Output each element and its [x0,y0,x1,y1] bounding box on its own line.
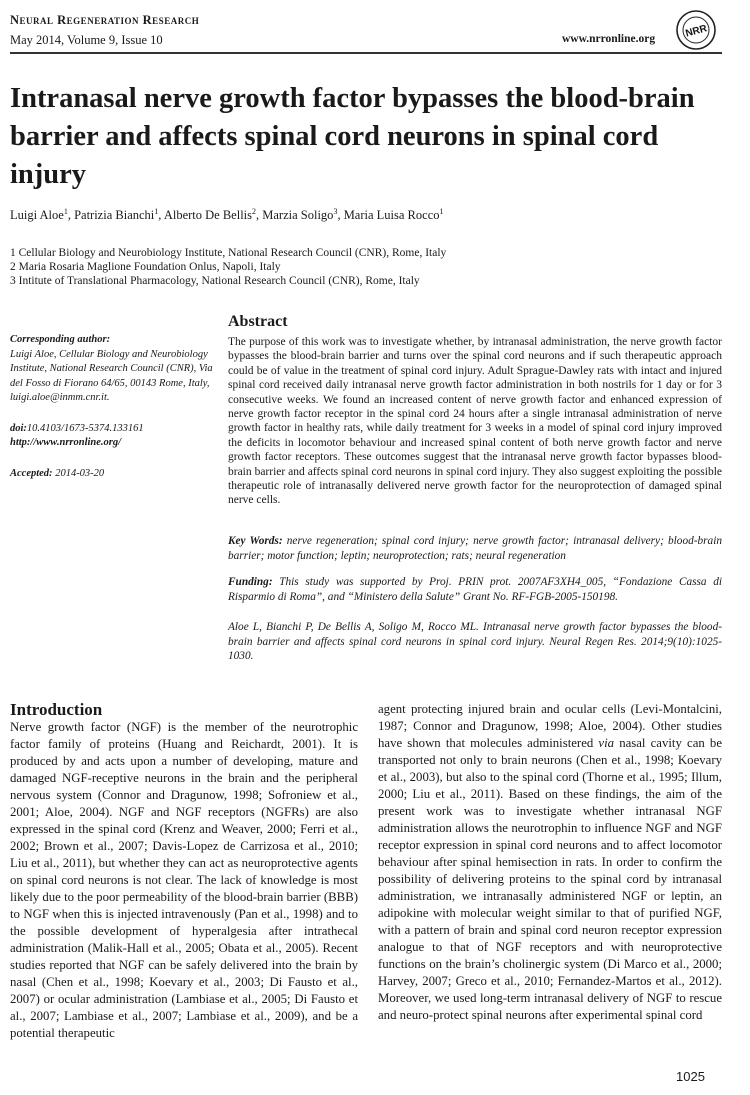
author-list: Luigi Aloe$^1$, Patrizia Bianchi$^1$, Alberto De Bellis$^2$, Marzia Soligo$^3$, Maria Luisa Rocco$^1$ [10,207,444,223]
author-affil: 1 [439,207,444,216]
journal-site-link[interactable]: http://www.nrronline.org/ [10,437,122,448]
doi-label: doi: [10,422,27,434]
paragraph-text: nasal cavity can be transported not only to brain neurons (Chen et al., 1998; Koevary et al., 2003), but also to the spinal cord (Thorne et al., 1995; Illum, 2000; Liu et al., 2011). Based on these findings, the aim of the present work was to investigate whether intranasal NGF administration allows the neurotrophin to influence NGF and NGF receptor expression in spinal cord neurons and to affect locomotor behaviour after spinal hemisection in rats. In order to confirm the possibility of delivering proteins to the spinal cord by intranasal administration, we intranasally administered NGF or leptin, an adipokine with molecular weight similar to that of purified NGF, with a pattern of brain and spinal cord neuron receptor expression analogue to that of NGF receptors and with neuroprotective functions on the brain’s cholinergic system (Di Marco et al., 2000; Harvey, 2007; Greco et al., 2010; Fernandez-Martos et al., 2012). Moreover, we used long-term intranasal delivery of NGF to rescue and neuro-protect spinal neurons after experimental spinal cord [378,736,722,1022]
author-affil: 3 [333,207,338,216]
affiliation: 2 Maria Rosaria Maglione Foundation Onlus, Napoli, Italy [10,261,281,273]
keywords-block [228,534,722,564]
issue-line: May 2014, Volume 9, Issue 10 [10,33,163,47]
funding-text: This study was supported by Proj. PRIN prot. 2007AF3XH4_005, “Fondazione Cassa di Risparmio di Roma”, and “Ministero della Salute” Grant No. RF-FGB-2005-150198. [228,576,722,603]
author-name: Alberto De Bellis [163,208,253,223]
accepted-date: 2014-03-20 [55,467,105,479]
funding-label: Funding: [228,576,273,588]
page-number: 1025 [676,1069,705,1084]
author-name: Marzia Soligo [262,208,334,223]
italic-term: via [598,736,615,750]
journal-logo-icon [672,8,720,52]
article-title: Intranasal nerve growth factor bypasses the blood-brain barrier and affects spinal cord neurons in spinal cord injury [10,83,695,190]
affiliation: 1 Cellular Biology and Neurobiology Institute, National Research Council (CNR), Rome, Italy [10,247,447,259]
keywords-text: nerve regeneration; spinal cord injury; nerve growth factor; intranasal delivery; blood-brain barrier; motor function; leptin; neuroprotection; rats; neural regeneration [228,535,722,562]
keywords-label: Key Words: [228,535,283,547]
logo-text: NRR [684,23,709,40]
corresponding-author-text: Luigi Aloe, Cellular Biology and Neurobiology Institute, National Research Council (CNR), Via del Fosso di Fiorano 64/65, 00143 Rome, Italy, luigi.aloe@inmm.cnr.it. [10,348,213,403]
introduction-right-column [378,701,722,1024]
author-name: Patrizia Bianchi [74,208,155,223]
author-affil: 1 [63,207,68,216]
doi-value[interactable]: 10.4103/1673-5374.133161 [26,422,144,434]
author-name: Luigi Aloe [10,208,64,223]
corresponding-author-label: Corresponding author: [10,334,111,345]
journal-name: Neural Regeneration Research [10,13,200,27]
paragraph-text: agent protecting injured brain and ocular cells (Levi-Montalcini, 1987; Connor and Dragunow, 1998; Aloe, 2004). Other studies have shown that molecules administered [378,702,722,750]
introduction-left-column: Nerve growth factor (NGF) is the member of the neurotrophic factor family of proteins (Huang and Reichardt, 2001). It is produced by and acts upon a number of developing, mature and damaged NGF-receptive neurons in the brain and the peripheral nervous system (Connor and Dragunow, 1998; Sofroniew et al., 2001; Aloe, 2004). NGF and NGF receptors (NGFRs) are also expressed in the spinal cord (Krenz and Weaver, 2000; Ferri et al., 2002; Brown et al., 2007; Davis-Lopez de Carrizosa et al., 2010; Liu et al., 2011), but whether they can act as neuroprotective agents on spinal cord neurons is not clear. The lack of knowledge is most likely due to the poor permeability of the blood-brain barrier (BBB) to NGF when this is injected intravenously (Pan et al., 1998) and to the possible development of hyperalgesia after intrathecal administration (Malik-Hall et al., 2005; Obata et al., 2005). Recent studies reported that NGF can be safely delivered into the brain by nasal (Chen et al., 1998; Koevary et al., 2003; Di Fausto et al., 2007) or ocular administration (Lambiase et al., 2005; Di Fausto et al., 2007; Lambiase et al., 2007; Lambiase et al., 2009), and be a potential therapeutic [10,720,358,1040]
abstract-heading: Abstract [228,313,288,330]
author-affil: 2 [252,207,257,216]
accepted-label: Accepted: [10,467,53,479]
abstract-text: The purpose of this work was to investigate whether, by intranasal administration, the nerve growth factor bypasses the blood-brain barrier and turns over the spinal cord neurons and if such therapeutic approach could be of value in the treatment of spinal cord injury. Adult Sprague-Dawley rats with intact and injured spinal cord received daily intranasal nerve growth factor administration in both nostrils for 1 day or for 3 consecutive weeks. We found an increased content of nerve growth factor and enhanced expression of nerve growth factor receptor in the spinal cord 24 hours after a single intranasal administration of nerve growth factor in healthy rats, while daily treatment for 3 weeks in a model of spinal cord injury improved the deficits in locomotor behaviour and increased spinal content of both nerve growth factor and nerve growth factor receptors. These outcomes suggest that the intranasal nerve growth factor bypasses blood-brain barrier and affects spinal cord neurons in spinal cord injury. They also suggest exploiting the possible therapeutic role of intranasally delivered nerve growth factor for the neuroprotection of damaged spinal nerve cells. [228,336,722,507]
affiliation: 3 Intitute of Translational Pharmacology, National Research Council (CNR), Rome, Italy [10,275,420,287]
journal-url[interactable]: www.nrronline.org [562,33,656,45]
citation-text: Aloe L, Bianchi P, De Bellis A, Soligo M, Rocco ML. Intranasal nerve growth factor bypasses the blood-brain barrier and affects spinal cord neurons in spinal cord injury. Neural Regen Res. 2014;9(10):1025-1030. [228,621,722,662]
author-affil: 1 [154,207,159,216]
funding-block [228,575,722,605]
author-name: Maria Luisa Rocco [343,208,440,223]
header-rule [10,52,722,54]
article-sidebar [10,333,215,497]
introduction-heading: Introduction [10,700,103,719]
